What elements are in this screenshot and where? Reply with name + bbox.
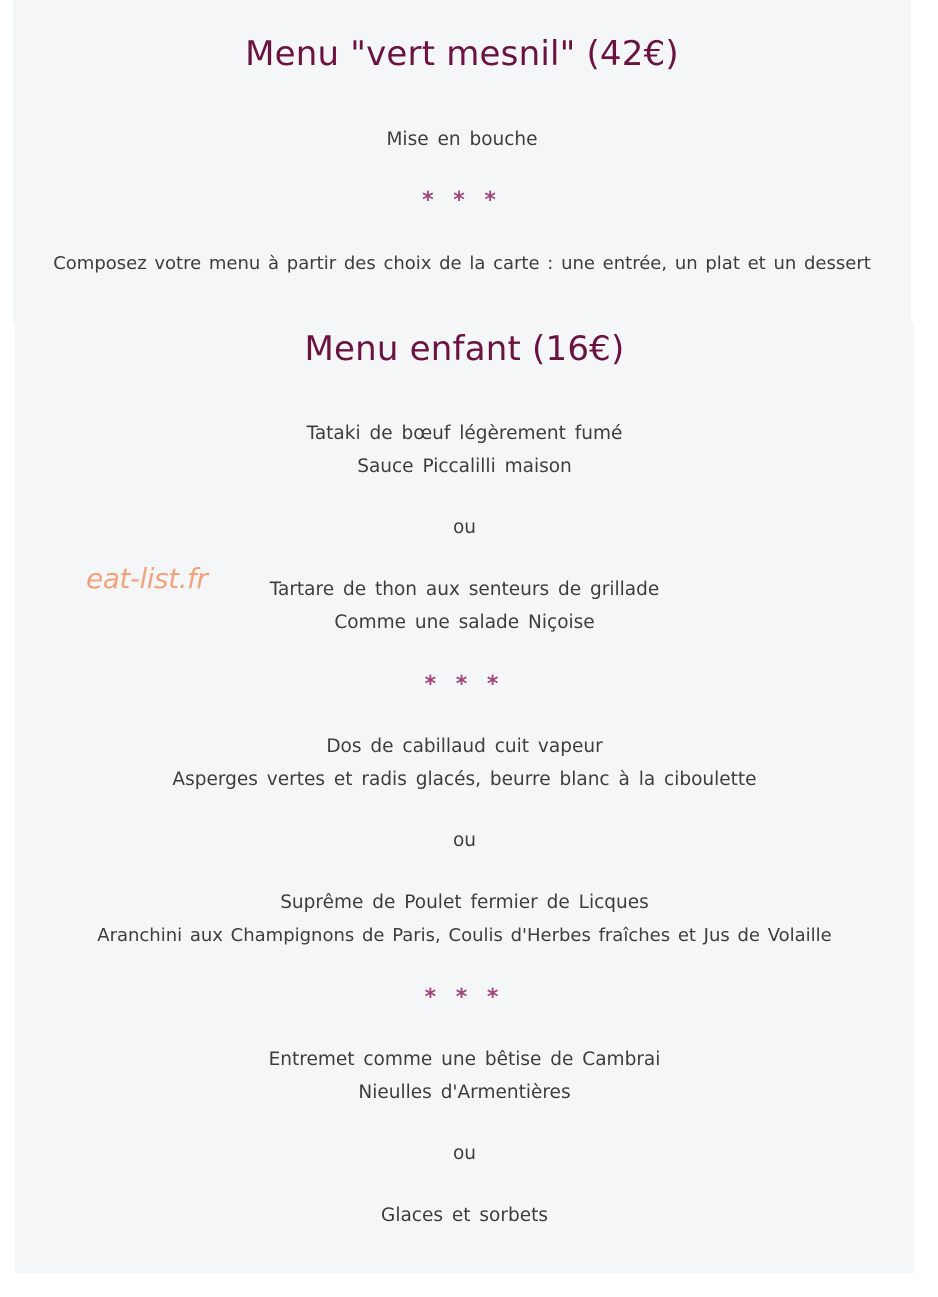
plat-2-name: Suprême de Poulet fermier de Licques: [280, 892, 649, 913]
or-separator-2: ou: [452, 830, 477, 851]
mise-en-bouche-text: Mise en bouche: [386, 129, 538, 150]
plat-1-description: Asperges vertes et radis glacés, beurre blanc à la ciboulette: [172, 769, 757, 790]
entree-2-description: Comme une salade Niçoise: [334, 612, 595, 633]
menu-enfant-title: Menu enfant (16€): [304, 329, 625, 369]
menu-vert-mesnil-title: Menu "vert mesnil" (42€): [245, 34, 679, 74]
menu-vert-mesnil-section: [13, 0, 911, 323]
dessert-1-description: Nieulles d'Armentières: [358, 1082, 571, 1103]
entree-1-name: Tataki de bœuf légèrement fumé: [306, 423, 623, 444]
plat-2-description: Aranchini aux Champignons de Paris, Coulis d'Herbes fraîches et Jus de Volaille: [97, 925, 832, 946]
or-separator-1: ou: [452, 517, 477, 538]
eat-list-watermark: eat-list.fr: [86, 562, 208, 595]
entree-2-name: Tartare de thon aux senteurs de grillade: [269, 579, 660, 600]
separator-stars-1: * * *: [424, 672, 505, 697]
separator-stars-2: * * *: [424, 985, 505, 1010]
dessert-1-name: Entremet comme une bêtise de Cambrai: [268, 1049, 661, 1070]
compose-menu-text: Composez votre menu à partir des choix de la carte : une entrée, un plat et un dessert: [53, 253, 871, 274]
dessert-2-name: Glaces et sorbets: [381, 1205, 548, 1226]
plat-1-name: Dos de cabillaud cuit vapeur: [326, 736, 603, 757]
entree-1-description: Sauce Piccalilli maison: [357, 456, 572, 477]
or-separator-3: ou: [452, 1143, 477, 1164]
separator-stars: * * *: [422, 188, 502, 213]
menu-enfant-section: [15, 323, 914, 1273]
